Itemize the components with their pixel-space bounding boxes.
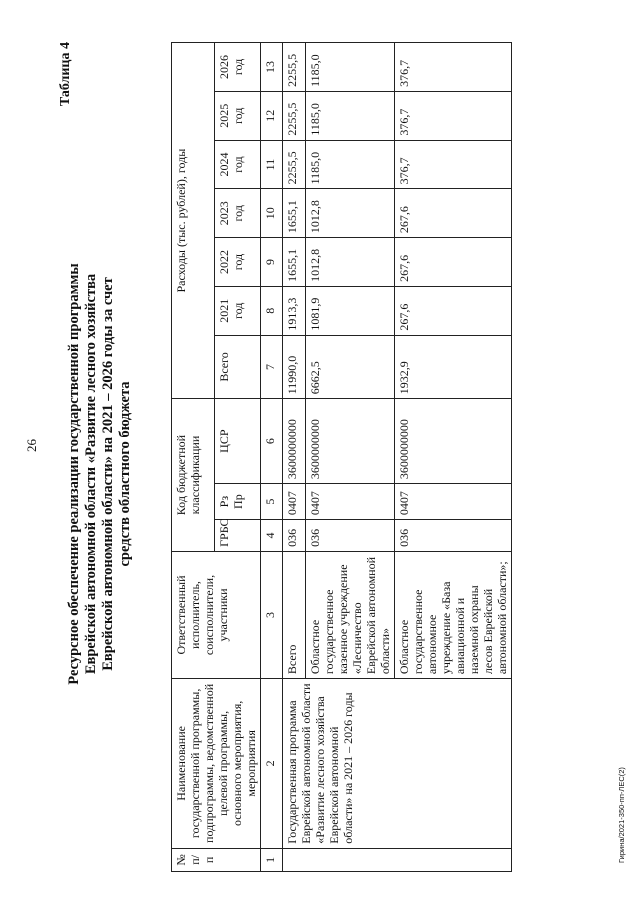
header-budget-code: Код бюджетной классификации [172,399,215,552]
col-num: 6 [261,399,283,484]
header-responsible: Ответственный исполнитель, соисполнители, участники [172,551,261,678]
table-title [66,214,134,734]
cell-grbs: 036 [395,520,512,552]
col-num: 11 [261,140,283,189]
col-num: 13 [261,43,283,92]
document-id: Гирина/2021-350-пп-ЛЕС(2) [617,767,626,863]
col-num: 4 [261,520,283,552]
cell-2022: 267,6 [395,238,512,287]
title-line: Еврейской автономной области» на 2021 – 2026 годы за счет [100,277,116,671]
col-num: 3 [261,551,283,678]
header-num: № п/п [172,848,261,871]
rotated-page-content [58,34,618,884]
cell-csr: 3600000000 [306,399,395,484]
col-num: 2 [261,679,283,849]
cell-2026: 2255,5 [283,43,306,92]
header-expenses: Расходы (тыс. рублей), годы [172,43,215,399]
title-line: Еврейской автономной области «Развитие лесного хозяйства [83,273,99,675]
header-grbs: ГРБС [215,520,261,552]
header-total: Всего [215,335,261,399]
program-name: Государственная программа Еврейской автономной области «Развитие лесного хозяйства Еврейской автономной области» на 2021 – 2026 годы [283,679,512,849]
cell-2021: 267,6 [395,286,512,335]
cell-rzpr: 0407 [395,484,512,520]
col-num: 1 [261,848,283,871]
header-2023: 2023 год [215,189,261,238]
cell-2025: 376,7 [395,91,512,140]
title-line: средств областного бюджета [117,381,133,567]
cell-rzpr: 0407 [283,484,306,520]
cell-2024: 2255,5 [283,140,306,189]
cell-2023: 267,6 [395,189,512,238]
title-line: Ресурсное обеспечение реализации государственной программы [66,263,82,685]
cell-2023: 1012,8 [306,189,395,238]
col-num: 10 [261,189,283,238]
table-row [283,43,306,872]
cell-2021: 1913,3 [283,286,306,335]
cell-total: 1932,9 [395,335,512,399]
column-number-row [261,43,283,872]
row-num [283,848,512,871]
header-csr: ЦСР [215,399,261,484]
cell-2021: 1081,9 [306,286,395,335]
cell-total: 11990,0 [283,335,306,399]
col-num: 7 [261,335,283,399]
col-num: 5 [261,484,283,520]
cell-total: 6662,5 [306,335,395,399]
cell-2025: 2255,5 [283,91,306,140]
header-2022: 2022 год [215,238,261,287]
cell-2025: 1185,0 [306,91,395,140]
cell-2022: 1655,1 [283,238,306,287]
cell-2023: 1655,1 [283,189,306,238]
cell-2024: 376,7 [395,140,512,189]
col-num: 9 [261,238,283,287]
cell-rzpr: 0407 [306,484,395,520]
cell-2026: 1185,0 [306,43,395,92]
header-name: Наименование государственной программы, подпрограммы, ведомственной целевой программы, основного мероприятия, мероприятия [172,679,261,849]
cell-2026: 376,7 [395,43,512,92]
cell-csr: 3600000000 [283,399,306,484]
header-row [172,43,215,872]
col-num: 8 [261,286,283,335]
cell-2022: 1012,8 [306,238,395,287]
header-2021: 2021 год [215,286,261,335]
header-rzpr: Рз Пр [215,484,261,520]
cell-grbs: 036 [283,520,306,552]
col-num: 12 [261,91,283,140]
cell-2024: 1185,0 [306,140,395,189]
row-responsible: Областное государственное казенное учреждение «Лесничество Еврейской автономной области» [306,551,395,678]
resource-table [171,42,512,872]
row-responsible: Областное государственное автономное учреждение «База авиационной и наземной охраны лесов Еврейской автономной области»; [395,551,512,678]
header-2025: 2025 год [215,91,261,140]
cell-csr: 3600000000 [395,399,512,484]
table-label: Таблица 4 [58,42,73,107]
page-number: 26 [24,439,39,452]
cell-grbs: 036 [306,520,395,552]
header-2024: 2024 год [215,140,261,189]
row-responsible: Всего [283,551,306,678]
header-2026: 2026 год [215,43,261,92]
